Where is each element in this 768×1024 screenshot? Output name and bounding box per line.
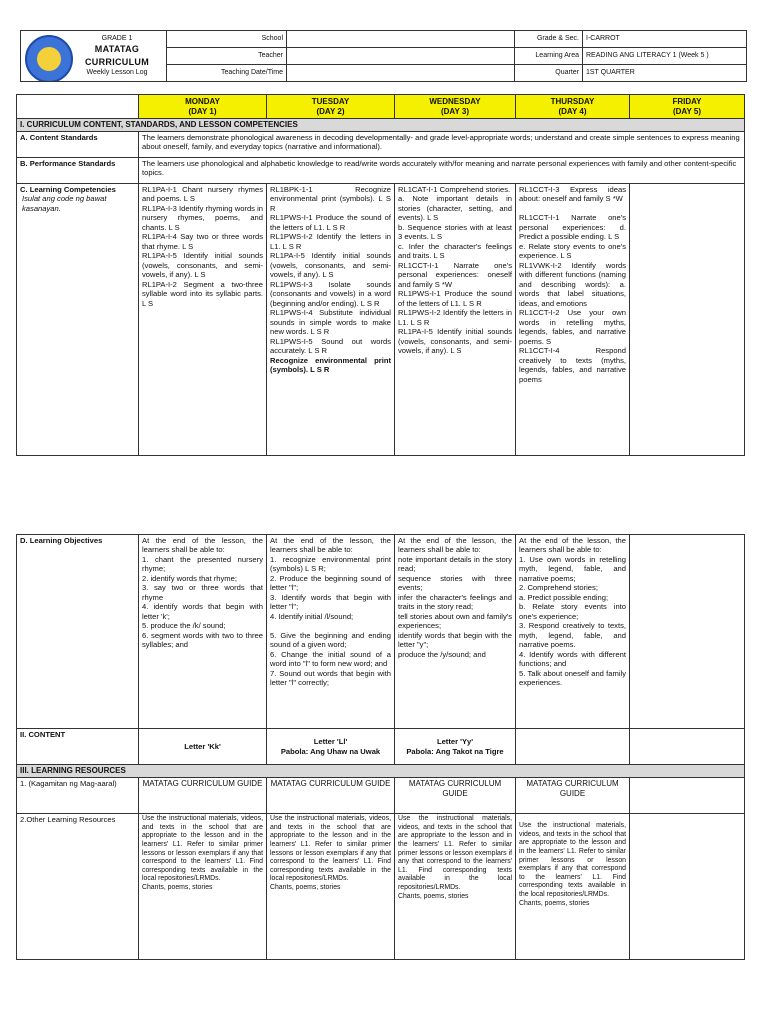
- competencies-thursday: RL1CCT-I-3 Express ideas about: oneself and family S *W RL1CCT-I-1 Narrate one's personal experiences: d. Predict a possible ending. L S e. Relate story events to one's experience. L S RL1VWK-I-2 Identify words with different functions (naming and describing words): a. words that label situations, ideas, and emotions RL1CCT-I-2 Use your own words in retelling myths, legends, fables, and narrative poems. S RL1CCT-I-4 Respond creatively to texts (myths, legends, fables, and narrative poems: [516, 184, 630, 456]
- resource2-monday: Use the instructional materials, videos, and texts in the school that are appropriate to the lesson and in the learners' L1. Refer to similar primer lessons or lesson exemplars if any that correspond to the learners' L1. Find corresponding texts available in the local repositories/LRMDs. Chants, poems, stories: [139, 814, 267, 960]
- resource2-friday: [630, 814, 745, 960]
- content-friday: [630, 729, 745, 765]
- performance-standards-label: B. Performance Standards: [17, 158, 139, 184]
- program-line1: MATATAG: [94, 44, 140, 55]
- competencies-wednesday: RL1CAT-I-1 Comprehend stories. a. Note important details in stories (character, setting, and events). L S b. Sequence stories with at least 3 events. L S c. Infer the character's feelings and traits. L S RL1CCT-I-1 Narrate one's personal experiences: oneself and family S *W RL1PWS-I-1 Produce the sound of the letters of L1. L S R RL1PWS-I-2 Identify the letters in L1. L S R RL1PA-I-5 Identify initial sounds (vowels, consonants, and semi-vowels, if any). L S: [395, 184, 516, 456]
- blank-corner: [17, 95, 139, 119]
- resource1-wednesday: MATATAG CURRICULUM GUIDE: [395, 778, 516, 814]
- day-thursday: THURSDAY (DAY 4): [516, 95, 630, 119]
- resource1-label: 1. (Kagamitan ng Mag-aaral): [17, 778, 139, 814]
- content-monday: Letter 'Kk': [139, 729, 267, 765]
- grade-sec-value[interactable]: I-CARROT: [583, 31, 747, 48]
- content-standards-label: A. Content Standards: [17, 132, 139, 158]
- objectives-monday: At the end of the lesson, the learners shall be able to: 1. chant the presented nursery rhyme; 2. identify words that rhyme; 3. say two or three words that rhyme 4. identify words that begin with letter 'k'; 5. produce the /k/ sound; 6. segment words with two to three syllables; and: [139, 535, 267, 729]
- lesson-log-table-continued: [16, 534, 745, 960]
- resource1-monday: MATATAG CURRICULUM GUIDE: [139, 778, 267, 814]
- learning-area-value[interactable]: READING ANG LITERACY 1 (Week 5 ): [583, 48, 747, 65]
- day-tuesday: TUESDAY (DAY 2): [267, 95, 395, 119]
- content-label: II. CONTENT: [17, 729, 139, 765]
- quarter-value[interactable]: 1ST QUARTER: [583, 65, 747, 82]
- resource2-tuesday: Use the instructional materials, videos, and texts in the school that are appropriate to the lesson and in the learners' L1. Refer to similar primer lessons or lesson exemplars if any that correspond to the learners' L1. Find corresponding texts available in the local repositories/LRMDs. Chants, poems, stories: [267, 814, 395, 960]
- objectives-thursday: At the end of the lesson, the learners shall be able to: 1. Use own words in retelling myth, legend, fable, and narrative poems; 2. Comprehend stories; a. Predict possible ending; b. Relate story events into one's experience; 3. Respond creatively to texts, myth, legend, fable, and narrative poems. 4. Identify words with different functions; and 5. Talk about oneself and family experiences.: [516, 535, 630, 729]
- content-tuesday: Letter 'Ll' Pabola: Ang Uhaw na Uwak: [267, 729, 395, 765]
- competencies-tuesday: RL1BPK-1-1 Recognize environmental print (symbols). L S R RL1PWS-I-1 Produce the sound of the letters of L1. L S R RL1PWS-I-2 Identify the letters in L1. L S R RL1PA-I-5 Identify initial sounds (vowels, consonants, and semi-vowels, if any). L S RL1PWS-I-3 Isolate sounds (consonants and vowels) in a word (beginning and/or ending). L S R RL1PWS-I-4 Substitute individual sounds in simple words to make new words. L S R RL1PWS-I-5 Sound out words accurately. L S R Recognize environmental print (symbols). L S R: [267, 184, 395, 456]
- objectives-wednesday: At the end of the lesson, the learners shall be able to: note important details in the story read; sequence stories with three events; infer the character's feelings and traits in the story read; tell stories about own and family's experiences; identify words that begin with the letter "y"; produce the /y/sound; and: [395, 535, 516, 729]
- objectives-label: D. Learning Objectives: [17, 535, 139, 729]
- teacher-label: Teacher: [167, 48, 287, 65]
- resource1-tuesday: MATATAG CURRICULUM GUIDE: [267, 778, 395, 814]
- section-curriculum: I. CURRICULUM CONTENT, STANDARDS, AND LESSON COMPETENCIES: [17, 119, 745, 132]
- program-line2: CURRICULUM: [85, 56, 149, 67]
- date-label: Teaching Date/Time: [167, 65, 287, 82]
- grade-label: GRADE 1: [101, 35, 133, 42]
- competencies-friday: [630, 184, 745, 456]
- competencies-note: Isulat ang code ng bawat kasanayan.: [22, 194, 107, 213]
- deped-seal-icon: [25, 35, 73, 82]
- resource1-thursday: MATATAG CURRICULUM GUIDE: [516, 778, 630, 814]
- competencies-label: C. Learning Competencies: [20, 185, 116, 194]
- objectives-friday: [630, 535, 745, 729]
- learning-area-label: Learning Area: [515, 48, 583, 65]
- resource1-friday: [630, 778, 745, 814]
- lesson-log-table: [16, 94, 745, 456]
- day-wednesday: WEDNESDAY (DAY 3): [395, 95, 516, 119]
- performance-standards-text: The learners use phonological and alphabetic knowledge to read/write words accurately with/for meaning and narrate personal experiences with family and other content-specific topics.: [139, 158, 745, 184]
- day-friday: FRIDAY (DAY 5): [630, 95, 745, 119]
- logo-cell: [21, 31, 167, 82]
- content-thursday: [516, 729, 630, 765]
- grade-sec-label: Grade & Sec.: [515, 31, 583, 48]
- competencies-label-cell: [17, 184, 139, 456]
- teacher-value[interactable]: [287, 48, 515, 65]
- school-value[interactable]: [287, 31, 515, 48]
- resource2-label: 2.Other Learning Resources: [17, 814, 139, 960]
- school-label: School: [167, 31, 287, 48]
- resource2-wednesday: Use the instructional materials, videos, and texts in the school that are appropriate to the lesson and in the learners' L1. Refer to similar primer lessons or lesson exemplars if any that correspond to the learners' L1. Find corresponding texts available in the local repositories/LRMDs. Chants, poems, stories: [395, 814, 516, 960]
- header-table: [20, 30, 747, 82]
- date-value[interactable]: [287, 65, 515, 82]
- header-title: [71, 34, 163, 77]
- content-wednesday: Letter 'Yy' Pabola: Ang Takot na Tigre: [395, 729, 516, 765]
- log-type: Weekly Lesson Log: [86, 68, 148, 76]
- content-standards-text: The learners demonstrate phonological awareness in decoding developmentally- and grade level-appropriate words; understand and create simple sentences to express meaning about oneself, family, and everyday topics (narrative and informational).: [139, 132, 745, 158]
- section-learning-resources: III. LEARNING RESOURCES: [17, 765, 745, 778]
- resource2-thursday: Use the instructional materials, videos, and texts in the school that are appropriate to the lesson and in the learners' L1. Refer to similar primer lessons or lesson exemplars if any that correspond to the learners' L1. Find corresponding texts available in the local repositories/LRMDs. Chants, poems, stories: [516, 814, 630, 960]
- quarter-label: Quarter: [515, 65, 583, 82]
- objectives-tuesday: At the end of the lesson, the learners shall be able to: 1. recognize environmental print (symbols) L S R; 2. Produce the beginning sound of letter "l"; 3. Identify words that begin with letter "l"; 4. Identify initial /l/sound; 5. Give the beginning and ending sound of a given word; 6. Change the initial sound of a word into "l" to form new word; and 7. Sound out words that begin with letter "l" correctly;: [267, 535, 395, 729]
- day-monday: MONDAY (DAY 1): [139, 95, 267, 119]
- competencies-monday: RL1PA-I-1 Chant nursery rhymes and poems. L S RL1PA-I-3 Identify rhyming words in nursery rhymes, poems, and chants. L S RL1PA-I-4 Say two or three words that rhyme. L S RL1PA-I-5 Identify initial sounds (vowels, consonants, and semi-vowels, if any). L S RL1PA-I-2 Segment a two-three syllable word into its syllabic parts. L S: [139, 184, 267, 456]
